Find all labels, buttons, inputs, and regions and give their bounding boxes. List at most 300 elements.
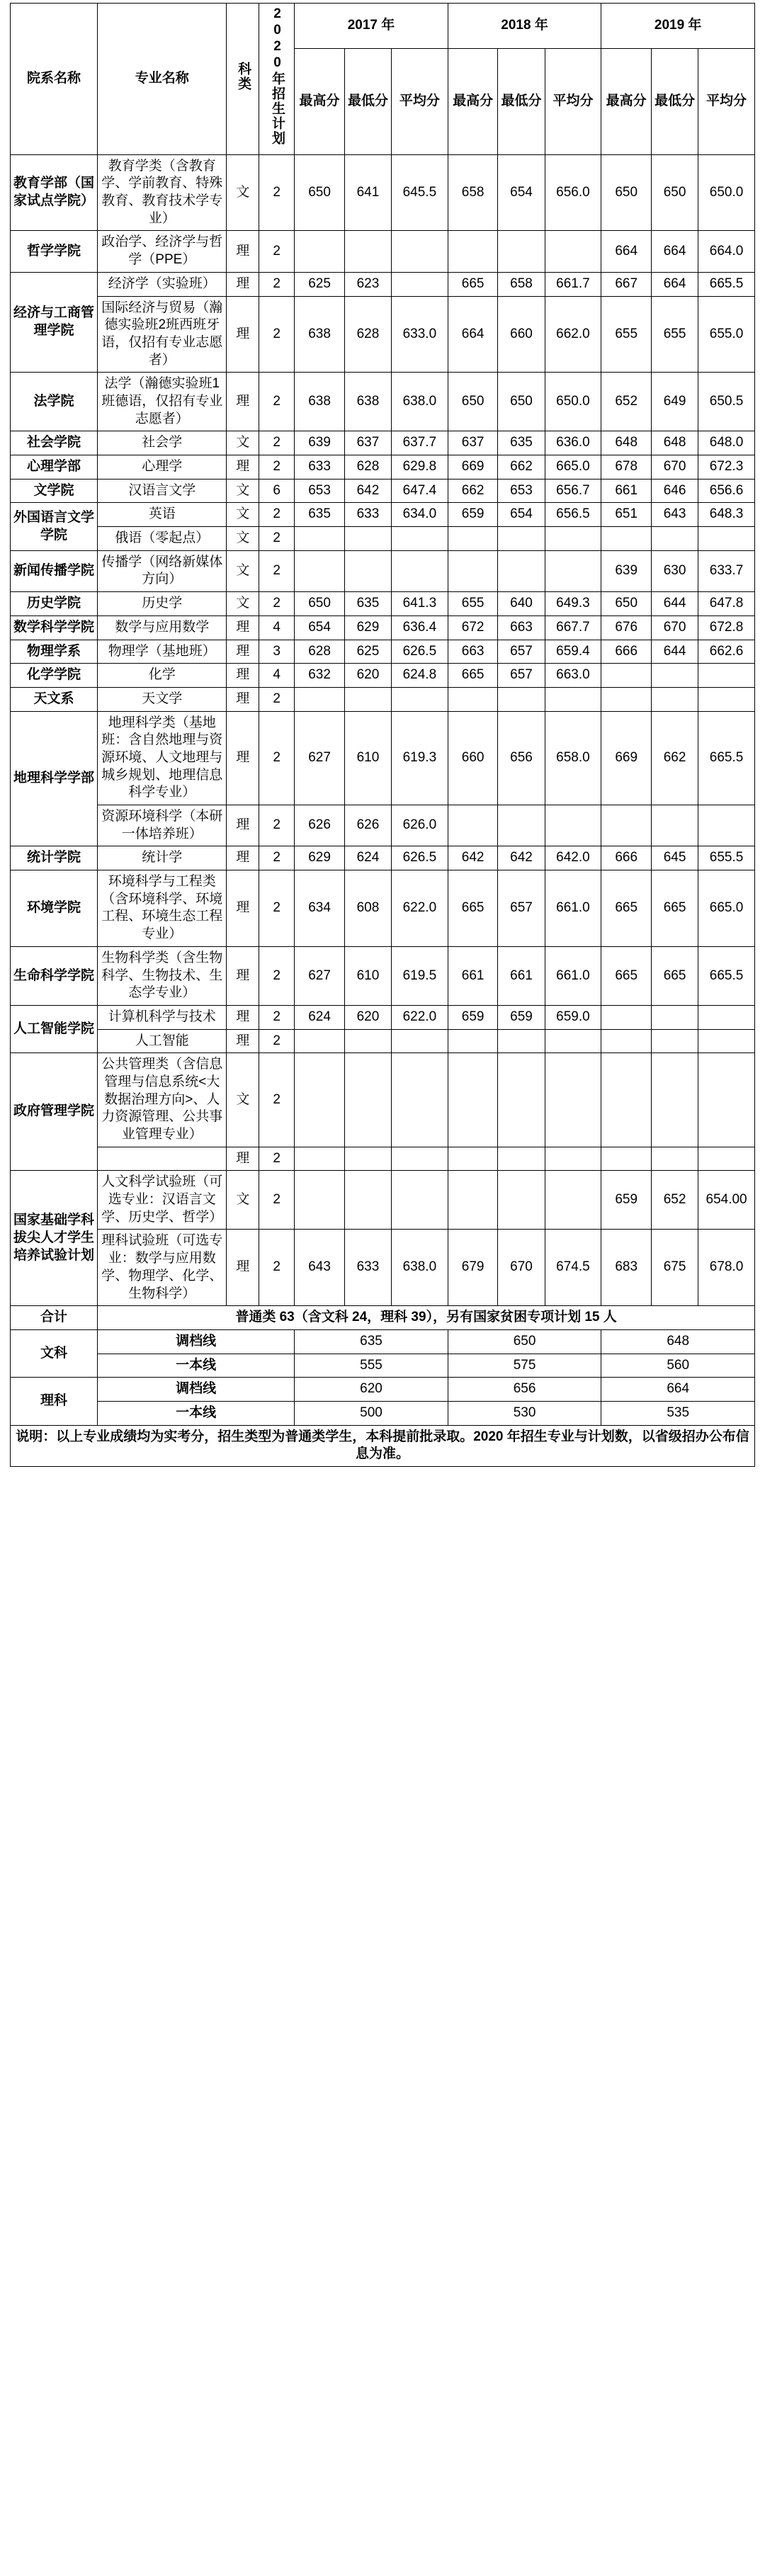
score-2019-avg: 672.3: [698, 455, 755, 480]
score-2019-avg: [698, 1147, 755, 1171]
diaodang-label: 调档线: [98, 1378, 295, 1402]
wenke-yiben-row: [11, 1354, 755, 1378]
dept-cell: 历史学院: [11, 592, 98, 616]
major-cell: 英语: [98, 503, 227, 527]
score-2017-min: 629: [344, 615, 391, 640]
score-2019-max: [601, 1147, 652, 1171]
score-2018-min: 654: [498, 503, 545, 527]
score-2019-max: 648: [601, 431, 652, 455]
category-cell: 文: [227, 592, 259, 616]
score-2017-min: 637: [344, 431, 391, 455]
score-2017-avg: 638.0: [392, 373, 448, 431]
table-row: [11, 479, 755, 503]
dept-cell: 统计学院: [11, 846, 98, 870]
score-2019-min: 630: [652, 550, 698, 591]
score-2018-max: 672: [448, 615, 498, 640]
score-2019-min: [652, 1029, 698, 1053]
score-2019-max: 666: [601, 640, 652, 664]
score-2017-min: 624: [344, 846, 391, 870]
score-2017-avg: 626.5: [392, 640, 448, 664]
like-yiben-value: 535: [601, 1401, 755, 1425]
plan-cell: 2: [259, 1029, 295, 1053]
table-row: [11, 615, 755, 640]
summary-row: [11, 1306, 755, 1330]
score-2018-avg: 650.0: [545, 373, 601, 431]
score-2019-avg: 650.5: [698, 373, 755, 431]
plan-cell: 2: [259, 455, 295, 480]
score-2018-avg: 656.7: [545, 479, 601, 503]
score-2019-min: 664: [652, 272, 698, 296]
score-2017-avg: 637.7: [392, 431, 448, 455]
category-cell: 理: [227, 687, 259, 711]
score-2019-avg: 654.00: [698, 1171, 755, 1230]
score-2019-avg: [698, 1053, 755, 1147]
score-2017-min: 628: [344, 455, 391, 480]
score-2017-min: 623: [344, 272, 391, 296]
score-2018-max: [448, 1171, 498, 1230]
year-2019-header: 2019 年: [601, 4, 755, 49]
category-cell: 理: [227, 1230, 259, 1306]
score-2017-avg: 629.8: [392, 455, 448, 480]
plan-cell: 2: [259, 431, 295, 455]
dept-cell: 生命科学学院: [11, 946, 98, 1005]
score-2019-avg: [698, 527, 755, 551]
score-2018-max: 679: [448, 1230, 498, 1306]
score-2019-min: 645: [652, 846, 698, 870]
table-row: [11, 231, 755, 272]
plan-cell: 2: [259, 154, 295, 231]
plan-cell: 2: [259, 870, 295, 947]
score-2018-avg: [545, 527, 601, 551]
score-2018-min: 659: [498, 1005, 545, 1029]
sub-2019-min: 最低分: [652, 48, 698, 154]
plan-cell: 2: [259, 272, 295, 296]
note-text: 说明：以上专业成绩均为实考分，招生类型为普通类学生，本科提前批录取。2020 年招生专业与计划数，以省级招办公布信息为准。: [11, 1425, 755, 1466]
major-cell: 计算机科学与技术: [98, 1005, 227, 1029]
score-2017-min: [344, 231, 391, 272]
score-2018-min: 642: [498, 846, 545, 870]
major-cell: 地理科学类（基地班：含自然地理与资源环境、人文地理与城乡规划、地理信息科学专业）: [98, 711, 227, 805]
category-cell: 理: [227, 1029, 259, 1053]
col-category-header: 科类: [227, 4, 259, 155]
score-2019-avg: 678.0: [698, 1230, 755, 1306]
wenke-yiben-value: 560: [601, 1354, 755, 1378]
col-dept-header: 院系名称: [11, 4, 98, 155]
score-2018-avg: [545, 687, 601, 711]
score-2019-avg: [698, 805, 755, 846]
plan-cell: 2: [259, 231, 295, 272]
score-2017-min: 628: [344, 296, 391, 373]
major-cell: 环境科学与工程类（含环境科学、环境工程、环境生态工程专业）: [98, 870, 227, 947]
category-cell: 理: [227, 946, 259, 1005]
score-2017-min: 610: [344, 711, 391, 805]
year-2018-header: 2018 年: [448, 4, 601, 49]
score-2018-max: 660: [448, 711, 498, 805]
like-diaodang-value: 664: [601, 1378, 755, 1402]
score-2017-max: 628: [295, 640, 345, 664]
score-2018-max: [448, 231, 498, 272]
score-2019-min: [652, 687, 698, 711]
dept-cell: 人工智能学院: [11, 1005, 98, 1052]
score-2017-avg: 626.0: [392, 805, 448, 846]
score-2018-min: 657: [498, 664, 545, 688]
score-2018-min: 657: [498, 640, 545, 664]
category-cell: 理: [227, 846, 259, 870]
score-2018-max: [448, 1053, 498, 1147]
score-2019-min: [652, 1147, 698, 1171]
score-2018-max: 637: [448, 431, 498, 455]
plan-cell: 2: [259, 592, 295, 616]
plan-cell: 2: [259, 687, 295, 711]
score-2019-min: 670: [652, 455, 698, 480]
score-2018-avg: 659.0: [545, 1005, 601, 1029]
score-2019-min: 644: [652, 592, 698, 616]
sub-2017-max: 最高分: [295, 48, 345, 154]
dept-cell: 社会学院: [11, 431, 98, 455]
major-cell: 理科试验班（可选专业：数学与应用数学、物理学、化学、生物科学）: [98, 1230, 227, 1306]
score-2017-max: 625: [295, 272, 345, 296]
score-2017-min: [344, 1029, 391, 1053]
dept-cell: 数学科学学院: [11, 615, 98, 640]
score-2017-max: 638: [295, 373, 345, 431]
summary-label: 合计: [11, 1306, 98, 1330]
score-2018-max: [448, 1029, 498, 1053]
score-2019-avg: 665.5: [698, 272, 755, 296]
category-cell: 理: [227, 296, 259, 373]
major-cell: 政治学、经济学与哲学（PPE）: [98, 231, 227, 272]
score-2018-avg: 661.0: [545, 946, 601, 1005]
major-cell: 天文学: [98, 687, 227, 711]
score-2017-avg: 622.0: [392, 1005, 448, 1029]
score-2018-min: 635: [498, 431, 545, 455]
score-2017-min: 608: [344, 870, 391, 947]
score-2019-max: 665: [601, 870, 652, 947]
score-2018-min: 650: [498, 373, 545, 431]
score-2018-avg: [545, 231, 601, 272]
score-2018-min: 656: [498, 711, 545, 805]
score-2017-max: 650: [295, 154, 345, 231]
score-2017-min: 610: [344, 946, 391, 1005]
score-2019-avg: 656.6: [698, 479, 755, 503]
score-2019-min: 665: [652, 870, 698, 947]
score-2019-max: 664: [601, 231, 652, 272]
score-2018-min: [498, 805, 545, 846]
major-cell: 化学: [98, 664, 227, 688]
dept-cell: 天文系: [11, 687, 98, 711]
table-row: [11, 946, 755, 1005]
major-cell: 生物科学类（含生物科学、生物技术、生态学专业）: [98, 946, 227, 1005]
score-2018-max: 665: [448, 870, 498, 947]
score-2018-max: 664: [448, 296, 498, 373]
score-2019-min: 649: [652, 373, 698, 431]
table-row: [11, 592, 755, 616]
score-2018-max: 665: [448, 664, 498, 688]
score-2019-min: [652, 805, 698, 846]
score-2017-avg: [392, 1147, 448, 1171]
header-row-years: [11, 4, 755, 49]
score-2019-avg: [698, 1005, 755, 1029]
score-2018-avg: 636.0: [545, 431, 601, 455]
score-2018-max: [448, 550, 498, 591]
category-cell: 理: [227, 1005, 259, 1029]
major-cell: [98, 1147, 227, 1171]
score-2019-avg: 633.7: [698, 550, 755, 591]
score-2018-avg: 642.0: [545, 846, 601, 870]
score-2019-avg: [698, 687, 755, 711]
score-2019-avg: 665.0: [698, 870, 755, 947]
table-row: [11, 373, 755, 431]
score-2018-max: 661: [448, 946, 498, 1005]
plan-cell: 2: [259, 1005, 295, 1029]
category-cell: 理: [227, 231, 259, 272]
score-2018-max: 659: [448, 1005, 498, 1029]
year-2017-header: 2017 年: [295, 4, 448, 49]
score-2019-min: 646: [652, 479, 698, 503]
plan-cell: 2: [259, 805, 295, 846]
dept-cell: 外国语言文学学院: [11, 503, 98, 550]
dept-cell: 化学学院: [11, 664, 98, 688]
dept-cell: 哲学学院: [11, 231, 98, 272]
category-cell: 文: [227, 1171, 259, 1230]
score-2019-max: 665: [601, 946, 652, 1005]
dept-cell: 政府管理学院: [11, 1053, 98, 1171]
score-2019-avg: 664.0: [698, 231, 755, 272]
score-2018-min: 653: [498, 479, 545, 503]
major-cell: 国际经济与贸易（瀚德实验班2班西班牙语，仅招有专业志愿者）: [98, 296, 227, 373]
score-2018-max: 662: [448, 479, 498, 503]
score-2018-avg: [545, 1029, 601, 1053]
score-2019-min: [652, 1053, 698, 1147]
score-2018-avg: 662.0: [545, 296, 601, 373]
major-cell: 物理学（基地班）: [98, 640, 227, 664]
like-diaodang-row: [11, 1378, 755, 1402]
score-2018-avg: 661.7: [545, 272, 601, 296]
score-2019-min: 675: [652, 1230, 698, 1306]
score-2017-max: [295, 1053, 345, 1147]
score-2017-max: 624: [295, 1005, 345, 1029]
score-2017-max: 643: [295, 1230, 345, 1306]
major-cell: 法学（瀚德实验班1班德语，仅招有专业志愿者）: [98, 373, 227, 431]
score-2019-max: [601, 1029, 652, 1053]
score-2019-min: 665: [652, 946, 698, 1005]
category-cell: 文: [227, 431, 259, 455]
score-2017-min: [344, 550, 391, 591]
admission-score-page: [0, 3, 765, 2576]
like-yiben-value: 530: [448, 1401, 601, 1425]
score-2018-min: 662: [498, 455, 545, 480]
major-cell: 公共管理类（含信息管理与信息系统<大数据治理方向>、人力资源管理、公共事业管理专业）: [98, 1053, 227, 1147]
plan-cell: 2: [259, 1230, 295, 1306]
score-2017-avg: [392, 550, 448, 591]
plan-cell: 4: [259, 615, 295, 640]
major-cell: 社会学: [98, 431, 227, 455]
score-2017-avg: 636.4: [392, 615, 448, 640]
dept-cell: 教育学部（国家试点学院）: [11, 154, 98, 231]
wenke-diaodang-value: 650: [448, 1329, 601, 1354]
score-2017-min: 635: [344, 592, 391, 616]
score-2017-min: [344, 1147, 391, 1171]
score-2019-avg: 648.3: [698, 503, 755, 527]
major-cell: 教育学类（含教育学、学前教育、特殊教育、教育技术学专业）: [98, 154, 227, 231]
score-2017-max: 638: [295, 296, 345, 373]
sub-2018-min: 最低分: [498, 48, 545, 154]
dept-cell: 经济与工商管理学院: [11, 272, 98, 372]
score-2017-avg: [392, 272, 448, 296]
score-2018-min: [498, 550, 545, 591]
major-cell: 历史学: [98, 592, 227, 616]
score-2017-avg: 626.5: [392, 846, 448, 870]
score-2018-max: [448, 805, 498, 846]
category-cell: 理: [227, 664, 259, 688]
like-diaodang-value: 656: [448, 1378, 601, 1402]
like-yiben-value: 500: [295, 1401, 448, 1425]
score-2018-min: 658: [498, 272, 545, 296]
score-2018-avg: [545, 1171, 601, 1230]
table-row: [11, 154, 755, 231]
like-diaodang-value: 620: [295, 1378, 448, 1402]
table-row: [11, 1029, 755, 1053]
note-row: [11, 1425, 755, 1466]
score-2017-avg: 641.3: [392, 592, 448, 616]
score-2019-max: [601, 1005, 652, 1029]
score-2019-min: [652, 1005, 698, 1029]
sub-2018-avg: 平均分: [545, 48, 601, 154]
major-cell: 汉语言文学: [98, 479, 227, 503]
score-2017-max: [295, 687, 345, 711]
plan-cell: 2: [259, 296, 295, 373]
score-2019-max: 666: [601, 846, 652, 870]
score-2017-avg: 645.5: [392, 154, 448, 231]
yiben-label: 一本线: [98, 1354, 295, 1378]
category-cell: 文: [227, 527, 259, 551]
score-2019-max: 661: [601, 479, 652, 503]
score-2018-max: [448, 687, 498, 711]
score-2017-min: 633: [344, 1230, 391, 1306]
score-2017-avg: [392, 527, 448, 551]
plan-cell: 2: [259, 711, 295, 805]
sub-2019-max: 最高分: [601, 48, 652, 154]
major-cell: 经济学（实验班）: [98, 272, 227, 296]
score-2018-min: [498, 527, 545, 551]
score-2017-max: [295, 231, 345, 272]
score-2018-avg: 667.7: [545, 615, 601, 640]
score-2018-min: 660: [498, 296, 545, 373]
category-cell: 理: [227, 1147, 259, 1171]
major-cell: 人工智能: [98, 1029, 227, 1053]
plan-cell: 2: [259, 1147, 295, 1171]
score-2017-max: [295, 1171, 345, 1230]
like-label: 理科: [11, 1378, 98, 1425]
score-2019-max: [601, 1053, 652, 1147]
score-2018-max: 655: [448, 592, 498, 616]
score-2019-min: 655: [652, 296, 698, 373]
score-2019-max: [601, 687, 652, 711]
major-cell: 心理学: [98, 455, 227, 480]
table-row: [11, 431, 755, 455]
score-2017-avg: 622.0: [392, 870, 448, 947]
wenke-diaodang-value: 648: [601, 1329, 755, 1354]
score-2018-avg: 656.0: [545, 154, 601, 231]
category-cell: 文: [227, 1053, 259, 1147]
wenke-diaodang-row: [11, 1329, 755, 1354]
score-2019-min: 648: [652, 431, 698, 455]
sub-2019-avg: 平均分: [698, 48, 755, 154]
score-2019-min: [652, 527, 698, 551]
dept-cell: 环境学院: [11, 870, 98, 947]
diaodang-label: 调档线: [98, 1329, 295, 1354]
table-body: [11, 154, 755, 1466]
score-2017-max: 626: [295, 805, 345, 846]
score-2018-max: 658: [448, 154, 498, 231]
dept-cell: 国家基础学科拔尖人才学生培养试验计划: [11, 1171, 98, 1306]
score-2018-max: 642: [448, 846, 498, 870]
major-cell: 统计学: [98, 846, 227, 870]
score-2019-avg: 650.0: [698, 154, 755, 231]
category-cell: 文: [227, 503, 259, 527]
score-2019-avg: 648.0: [698, 431, 755, 455]
score-2017-avg: 619.3: [392, 711, 448, 805]
major-cell: 资源环境科学（本研一体培养班）: [98, 805, 227, 846]
score-2019-min: 664: [652, 231, 698, 272]
major-cell: 人文科学试验班（可选专业：汉语言文学、历史学、哲学）: [98, 1171, 227, 1230]
score-2017-avg: [392, 1053, 448, 1147]
score-2019-avg: 655.0: [698, 296, 755, 373]
score-2018-max: 663: [448, 640, 498, 664]
score-2019-avg: 662.6: [698, 640, 755, 664]
sub-2017-min: 最低分: [344, 48, 391, 154]
score-2018-avg: 659.4: [545, 640, 601, 664]
score-2017-max: [295, 1147, 345, 1171]
major-cell: 传播学（网络新媒体方向）: [98, 550, 227, 591]
table-row: [11, 711, 755, 805]
table-row: [11, 550, 755, 591]
yiben-label: 一本线: [98, 1401, 295, 1425]
wenke-label: 文科: [11, 1329, 98, 1377]
score-2017-min: [344, 527, 391, 551]
score-2019-max: [601, 527, 652, 551]
score-2018-avg: 674.5: [545, 1230, 601, 1306]
score-2019-max: 655: [601, 296, 652, 373]
wenke-diaodang-value: 635: [295, 1329, 448, 1354]
score-2017-max: 639: [295, 431, 345, 455]
score-2019-avg: 665.5: [698, 946, 755, 1005]
category-cell: 理: [227, 455, 259, 480]
score-2017-min: 625: [344, 640, 391, 664]
score-2017-max: [295, 1029, 345, 1053]
score-2017-max: 627: [295, 711, 345, 805]
score-2019-max: 676: [601, 615, 652, 640]
table-row: [11, 1230, 755, 1306]
table-row: [11, 296, 755, 373]
score-2019-max: 667: [601, 272, 652, 296]
score-2017-avg: 624.8: [392, 664, 448, 688]
score-2017-avg: 638.0: [392, 1230, 448, 1306]
plan-cell: 2: [259, 527, 295, 551]
category-cell: 理: [227, 870, 259, 947]
col-major-header: 专业名称: [98, 4, 227, 155]
score-2019-avg: [698, 664, 755, 688]
score-2017-max: 653: [295, 479, 345, 503]
col-plan-header: 2020年招生计划: [259, 4, 295, 155]
score-2017-min: [344, 1171, 391, 1230]
score-2018-avg: 656.5: [545, 503, 601, 527]
score-2018-avg: 661.0: [545, 870, 601, 947]
score-2018-avg: [545, 1147, 601, 1171]
admission-score-table: [10, 3, 755, 1467]
score-2019-avg: 672.8: [698, 615, 755, 640]
score-2017-max: 629: [295, 846, 345, 870]
score-2019-max: 652: [601, 373, 652, 431]
